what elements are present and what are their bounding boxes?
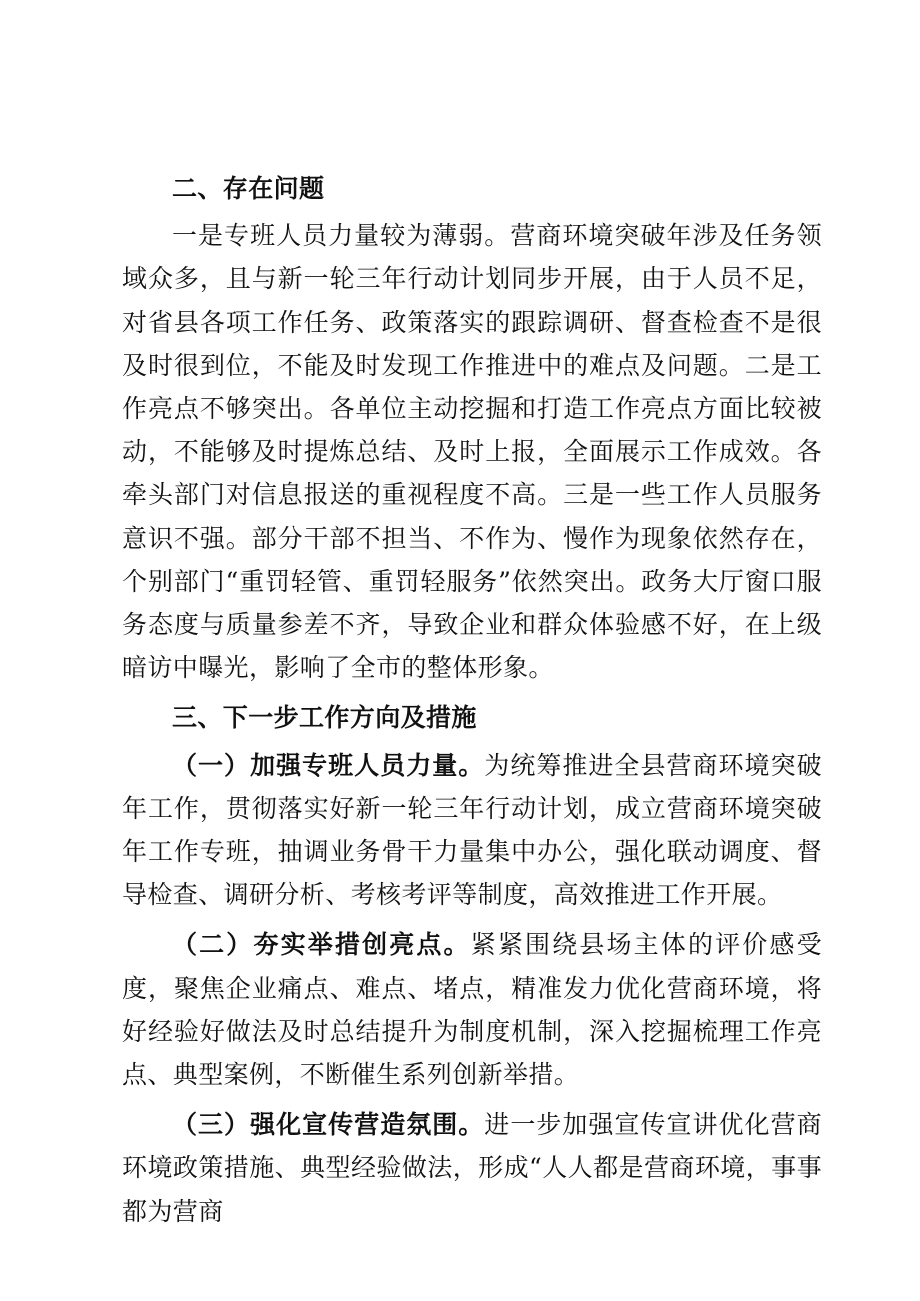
measure-paragraph-1 [122, 744, 822, 917]
measure-text-1: 为统筹推进全县营商环境突破年工作，贯彻落实好新一轮三年行动计划，成立营商环境突破年工作专班，抽调业务骨干力量集中办公，强化联动调度、督导检查、调研分析、考核考评等制度，高效推进工作开展。 [122, 750, 822, 910]
measure-paragraph-3 [122, 1103, 822, 1233]
measure-title-2: （二）夯实举措创亮点。 [172, 930, 471, 960]
document-body [122, 167, 822, 1233]
section-heading-next-steps: 三、下一步工作方向及措施 [172, 703, 477, 733]
measure-text-3: 进一步加强宣传宣讲优化营商环境政策措施、典型经验做法，形成“人人都是营商环境，事事都为营商 [122, 1110, 822, 1226]
measure-paragraph-2 [122, 923, 822, 1096]
section-heading-problems: 二、存在问题 [172, 174, 325, 203]
measure-title-3: （三）强化宣传营造氛围。 [172, 1110, 485, 1140]
measure-text-2: 紧紧围绕县场主体的评价感受度，聚焦企业痛点、难点、堵点，精准发力优化营商环境，将好经验好做法及时总结提升为制度机制，深入挖掘梳理工作亮点、典型案例，不断催生系列创新举措。 [122, 930, 822, 1090]
problems-paragraph: 一是专班人员力量较为薄弱。营商环境突破年涉及任务领域众多，且与新一轮三年行动计划同步开展，由于人员不足，对省县各项工作任务、政策落实的跟踪调研、督查检查不是很及时很到位，不能及时发现工作推进中的难点及问题。二是工作亮点不够突出。各单位主动挖掘和打造工作亮点方面比较被动，不能够及时提炼总结、及时上报，全面展示工作成效。各牵头部门对信息报送的重视程度不高。三是一些工作人员服务意识不强。部分干部不担当、不作为、慢作为现象依然存在，个别部门“重罚轻管、重罚轻服务”依然突出。政务大厅窗口服务态度与质量参差不齐，导致企业和群众体验感不好，在上级暗访中曝光，影响了全市的整体形象。 [122, 221, 822, 683]
measure-title-1: （一）加强专班人员力量。 [172, 750, 485, 780]
